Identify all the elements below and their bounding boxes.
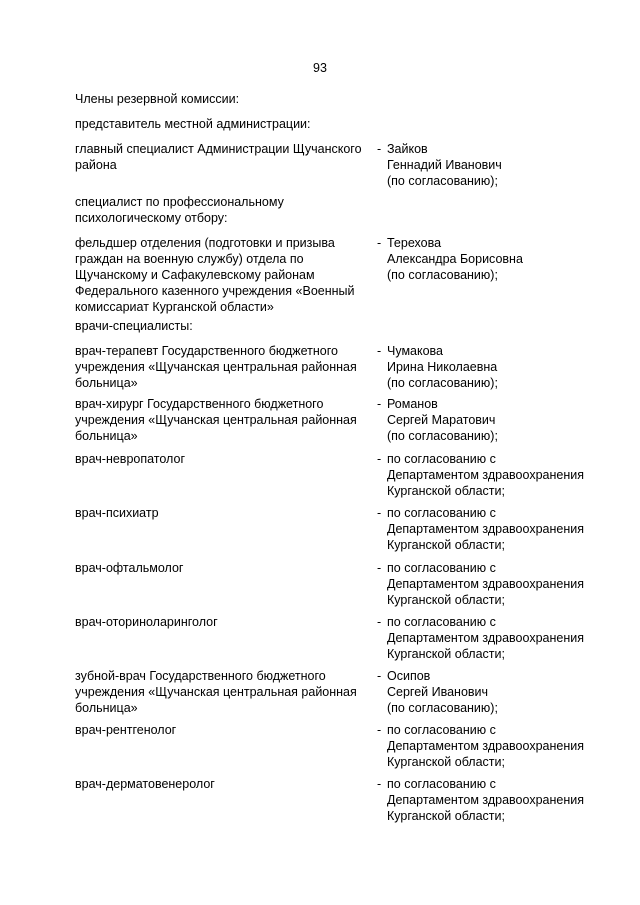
role-text: врач-рентгенолог: [75, 723, 177, 737]
dash: -: [377, 452, 382, 466]
member-value: Осипов Сергей Иванович (по согласованию);: [387, 669, 498, 715]
dash: -: [377, 236, 382, 250]
section-admin-label: представитель местной администрации:: [75, 117, 311, 131]
role-text: зубной-врач Государственного бюджетного учреждения «Щучанская центральная районная больница»: [75, 669, 357, 715]
role-text: фельдшер отделения (подготовки и призыва граждан на военную службу) отдела по Щучанскому и Сафакулевскому районам Федерального казенного учреждения «Военный комиссариат Курганской области»: [75, 236, 355, 314]
role-text: врач-хирург Государственного бюджетного учреждения «Щучанская центральная районная больница»: [75, 397, 357, 443]
dash: -: [377, 506, 382, 520]
dash: -: [377, 142, 382, 156]
member-value: Зайков Геннадий Иванович (по согласованию);: [387, 142, 502, 188]
page-number: 93: [313, 61, 327, 75]
role-text: врач-терапевт Государственного бюджетного учреждения «Щучанская центральная районная больница»: [75, 344, 357, 390]
member-value: по согласованию с Департаментом здравоохранения Курганской области;: [387, 452, 584, 498]
section-doctors-label: врачи-специалисты:: [75, 319, 193, 333]
member-value: Романов Сергей Маратович (по согласованию);: [387, 397, 498, 443]
dash: -: [377, 397, 382, 411]
dash: -: [377, 561, 382, 575]
member-value: по согласованию с Департаментом здравоохранения Курганской области;: [387, 561, 584, 607]
member-value: по согласованию с Департаментом здравоохранения Курганской области;: [387, 615, 584, 661]
member-value: Терехова Александра Борисовна (по согласованию);: [387, 236, 523, 282]
role-text: главный специалист Администрации Щучанского района: [75, 142, 362, 172]
dash: -: [377, 615, 382, 629]
dash: -: [377, 344, 382, 358]
member-value: Чумакова Ирина Николаевна (по согласованию);: [387, 344, 498, 390]
commission-heading: Члены резервной комиссии:: [75, 92, 240, 106]
role-text: врач-психиатр: [75, 506, 159, 520]
dash: -: [377, 723, 382, 737]
member-value: по согласованию с Департаментом здравоохранения Курганской области;: [387, 506, 584, 552]
role-text: врач-оториноларинголог: [75, 615, 218, 629]
dash: -: [377, 669, 382, 683]
member-value: по согласованию с Департаментом здравоохранения Курганской области;: [387, 723, 584, 769]
section-psych-label: специалист по профессиональному психологическому отбору:: [75, 195, 284, 225]
role-text: врач-невропатолог: [75, 452, 185, 466]
member-value: по согласованию с Департаментом здравоохранения Курганской области;: [387, 777, 584, 823]
dash: -: [377, 777, 382, 791]
role-text: врач-дерматовенеролог: [75, 777, 215, 791]
role-text: врач-офтальмолог: [75, 561, 184, 575]
